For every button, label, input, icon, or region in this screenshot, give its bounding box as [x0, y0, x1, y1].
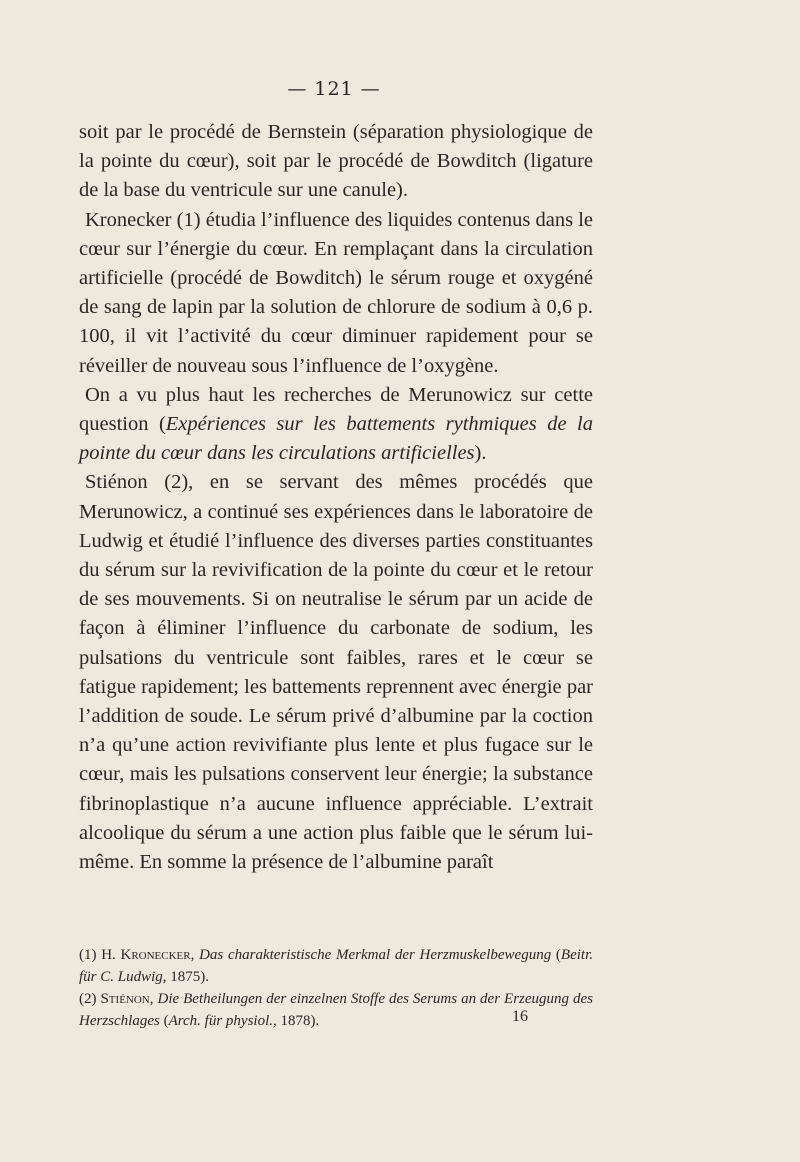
paragraph-3	[79, 381, 593, 469]
body-text	[79, 118, 593, 877]
text-run: (	[159, 1013, 169, 1029]
paragraph-4	[79, 468, 593, 877]
author-name: Kronecker	[120, 947, 191, 963]
text-run: soit par le procédé de Bernstein (séparation physiologique de la pointe du cœur), soit par le procédé de Bowditch (ligature de la base du ventricule sur une canule).	[79, 121, 593, 202]
text-run: On a vu plus haut les recherches de Merunowicz sur cette question (	[79, 383, 593, 436]
italic-text: Arch. für physiol.,	[168, 1013, 277, 1029]
author-name: Stiénon	[100, 991, 150, 1007]
footnote-1	[79, 944, 593, 988]
text-run: ,	[190, 947, 200, 963]
text-run: 1878).	[276, 1013, 320, 1029]
text-run: 1875).	[166, 969, 210, 985]
text-run: (2)	[79, 991, 101, 1007]
italic-text: Expériences sur les battements rythmiques de la pointe du cœur dans les circulations artificielles	[79, 413, 594, 465]
text-run: (1) H.	[79, 947, 121, 963]
text-run: ).	[474, 442, 487, 465]
italic-text: Beitr. für C. Ludwig,	[79, 947, 594, 985]
signature-mark: 16	[512, 1008, 528, 1025]
text-run: Kronecker (1) étudia l’influence des liquides contenus dans le cœur sur l’énergie du cœur. En remplaçant dans la circulation artificielle (procédé de Bowditch) le sérum rouge et oxygéné de sang de lapin par la solution de chlorure de sodium à 0,6 p. 100, il vit l’activité du cœur diminuer rapidement pour se réveiller de nouveau sous l’influence de l’oxygène.	[79, 208, 593, 377]
page-number: — 121 —	[287, 78, 381, 100]
paragraph-1	[79, 118, 593, 206]
text-run: (	[551, 947, 561, 963]
text-run: ,	[149, 991, 158, 1007]
text-run: Stiénon (2), en se servant des mêmes procédés que Merunowicz, a continué ses expériences dans le laboratoire de Ludwig et étudié l’influence des diverses parties constituantes du sérum sur la revivification de la pointe du cœur et le retour de ses mouvements. Si on neutralise le sérum par un acide de façon à éliminer l’influence du carbonate de sodium, les pulsations du ventricule sont faibles, rares et le cœur se fatigue rapidement; les battements reprennent avec énergie par l’addition de soude. Le sérum privé d’albumine par la coction n’a qu’une action revivifiante plus lente et plus fugace sur le cœur, mais les pulsations conservent leur énergie; la substance fibrinoplastique n’a aucune influence appréciable. L’extrait alcoolique du sérum a une action plus faible que le sérum lui-même. En somme la présence de l’albumine paraît	[79, 471, 593, 874]
italic-text: Die Betheilungen der einzelnen Stoffe des Serums an der Erzeugung des Herzschlages	[79, 991, 593, 1029]
italic-text: Das charakteristische Merkmal der Herzmuskelbewegung	[199, 947, 552, 963]
paragraph-2	[79, 206, 593, 381]
